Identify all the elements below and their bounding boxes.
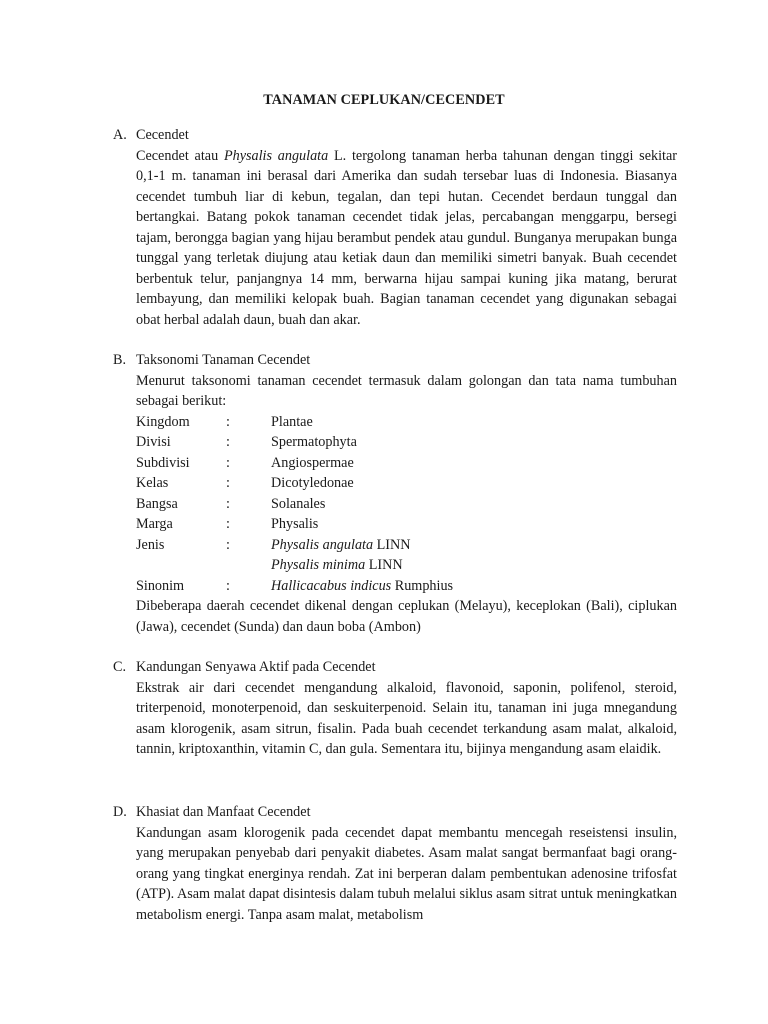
section-d-paragraph: Kandungan asam klorogenik pada cecendet dapat membantu mencegah reseistensi insulin, yang merupakan penyebab dari penyakit diabetes. Asam malat sangat bermanfaat bagi orang-orang yang tingkat energinya rendah. Zat ini berperan dalam pembentukan adenosine trifosfat (ATP). Asam malat dapat disintesis dalam tubuh melalui siklus asam sitrat untuk meningkatkan metabolism energi. Tanpa asam malat, metabolism [136,824,678,923]
taxonomy-value [271,555,403,576]
taxonomy-colon: : [226,475,230,491]
section-c-heading: Kandungan Senyawa Aktif pada Cecendet [136,659,376,675]
taxonomy-colon: : [226,536,230,553]
taxonomy-label: Subdivisi [136,454,190,471]
section-a-paragraph [136,146,677,331]
species-name-italic: Physalis angulata [271,536,374,553]
section-c-header [0,657,768,678]
species-name-italic: Physalis minima [271,557,366,573]
section-d-header [0,802,768,823]
taxonomy-label: Jenis [136,536,165,553]
section-b-heading: Taksonomi Tanaman Cecendet [136,352,311,368]
section-a-text-start: Cecendet atau [136,147,224,164]
taxonomy-row [136,494,677,515]
taxonomy-colon: : [226,577,230,594]
section-d [0,802,768,925]
section-a-letter: A. [113,127,127,143]
taxonomy-row [136,473,677,494]
taxonomy-value: Physalis [271,516,319,532]
species-author: LINN [373,536,411,553]
taxonomy-value: Spermatophyta [271,434,357,450]
taxonomy-label: Divisi [136,434,171,450]
taxonomy-label: Kingdom [136,413,190,430]
taxonomy-label: Bangsa [136,495,178,512]
taxonomy-value [271,576,453,597]
taxonomy-label: Marga [136,516,173,532]
taxonomy-colon: : [226,495,230,512]
taxonomy-colon: : [226,454,230,471]
taxonomy-label: Kelas [136,475,169,491]
section-a-species-name: Physalis angulata [223,147,329,164]
document-title: TANAMAN CEPLUKAN/CECENDET [263,92,505,108]
section-b-header [0,350,768,371]
taxonomy-label: Sinonim [136,577,185,594]
section-a-text-rest: L. tergolong tanaman herba tahunan dengan tinggi sekitar 0,1-1 m. tanaman ini berasal dari Amerika dan sudah tersebar luas di Indonesia. Biasanya cecendet tumbuh liar di kebun, tegalan, dan tepi hutan. Cecendet berdaun tunggal dan bertangkai. Batang pokok tanaman cecendet tidak jelas, percabangan menggarpu, bersegi tajam, berongga bagian yang hijau berambut pendek atau gundul. Bunganya merupakan bunga tunggal yang terletak diujung atau ketiak daun dan memiliki simetri banyak. Buah cecendet berbentuk telur, panjangnya 14 mm, berwarna hijau sampai kuning jika matang, berurat lembayung, dan memiliki kelopak buah. Bagian tanaman cecendet yang digunakan sebagai obat herbal adalah daun, buah dan akar. [136,147,677,328]
section-c-letter: C. [113,659,127,675]
section-c [0,657,768,760]
taxonomy-colon: : [226,516,230,532]
taxonomy-table [0,412,768,597]
taxonomy-row [136,514,677,535]
section-a-header [0,125,768,146]
taxonomy-value: Angiospermae [271,454,354,471]
synonym-name-italic: Hallicacabus indicus [271,577,392,594]
species-author: LINN [365,557,403,573]
taxonomy-row [136,432,677,453]
section-d-letter: D. [113,804,127,820]
section-c-paragraph: Ekstrak air dari cecendet mengandung alkaloid, flavonoid, saponin, polifenol, steroid, triterpenoid, monoterpenoid, dan seskuiterpenoid. Selain itu, tanaman ini juga mnegandung asam klorogenik, asam sitrun, fisalin. Pada buah cecendet terkandung asam malat, alkaloid, tannin, kriptoxanthin, vitamin C, dan gula. Sementara itu, bijinya mengandung asam elaidik. [136,679,677,757]
taxonomy-value: Plantae [271,413,313,430]
section-b-intro: Menurut taksonomi tanaman cecendet termasuk dalam golongan dan tata nama tumbuhan sebagai berikut: [136,372,677,409]
taxonomy-value: Dicotyledonae [271,475,354,491]
section-a-heading: Cecendet [136,127,189,143]
taxonomy-value: Solanales [271,495,326,512]
taxonomy-row [136,453,677,474]
section-b-letter: B. [113,352,127,368]
taxonomy-row-jenis [136,535,677,556]
taxonomy-value [271,535,411,556]
section-d-heading: Khasiat dan Manfaat Cecendet [136,804,311,820]
taxonomy-colon: : [226,434,230,450]
section-b [0,350,768,637]
synonym-author: Rumphius [391,577,454,594]
taxonomy-row [136,412,677,433]
taxonomy-row-jenis-continued [136,555,677,576]
section-a [0,125,768,330]
taxonomy-colon: : [226,413,230,430]
taxonomy-row-sinonim [136,576,677,597]
section-b-outro: Dibeberapa daerah cecendet dikenal dengan ceplukan (Melayu), keceplokan (Bali), ciplukan (Jawa), cecendet (Sunda) dan daun boba (Ambon) [136,598,677,635]
